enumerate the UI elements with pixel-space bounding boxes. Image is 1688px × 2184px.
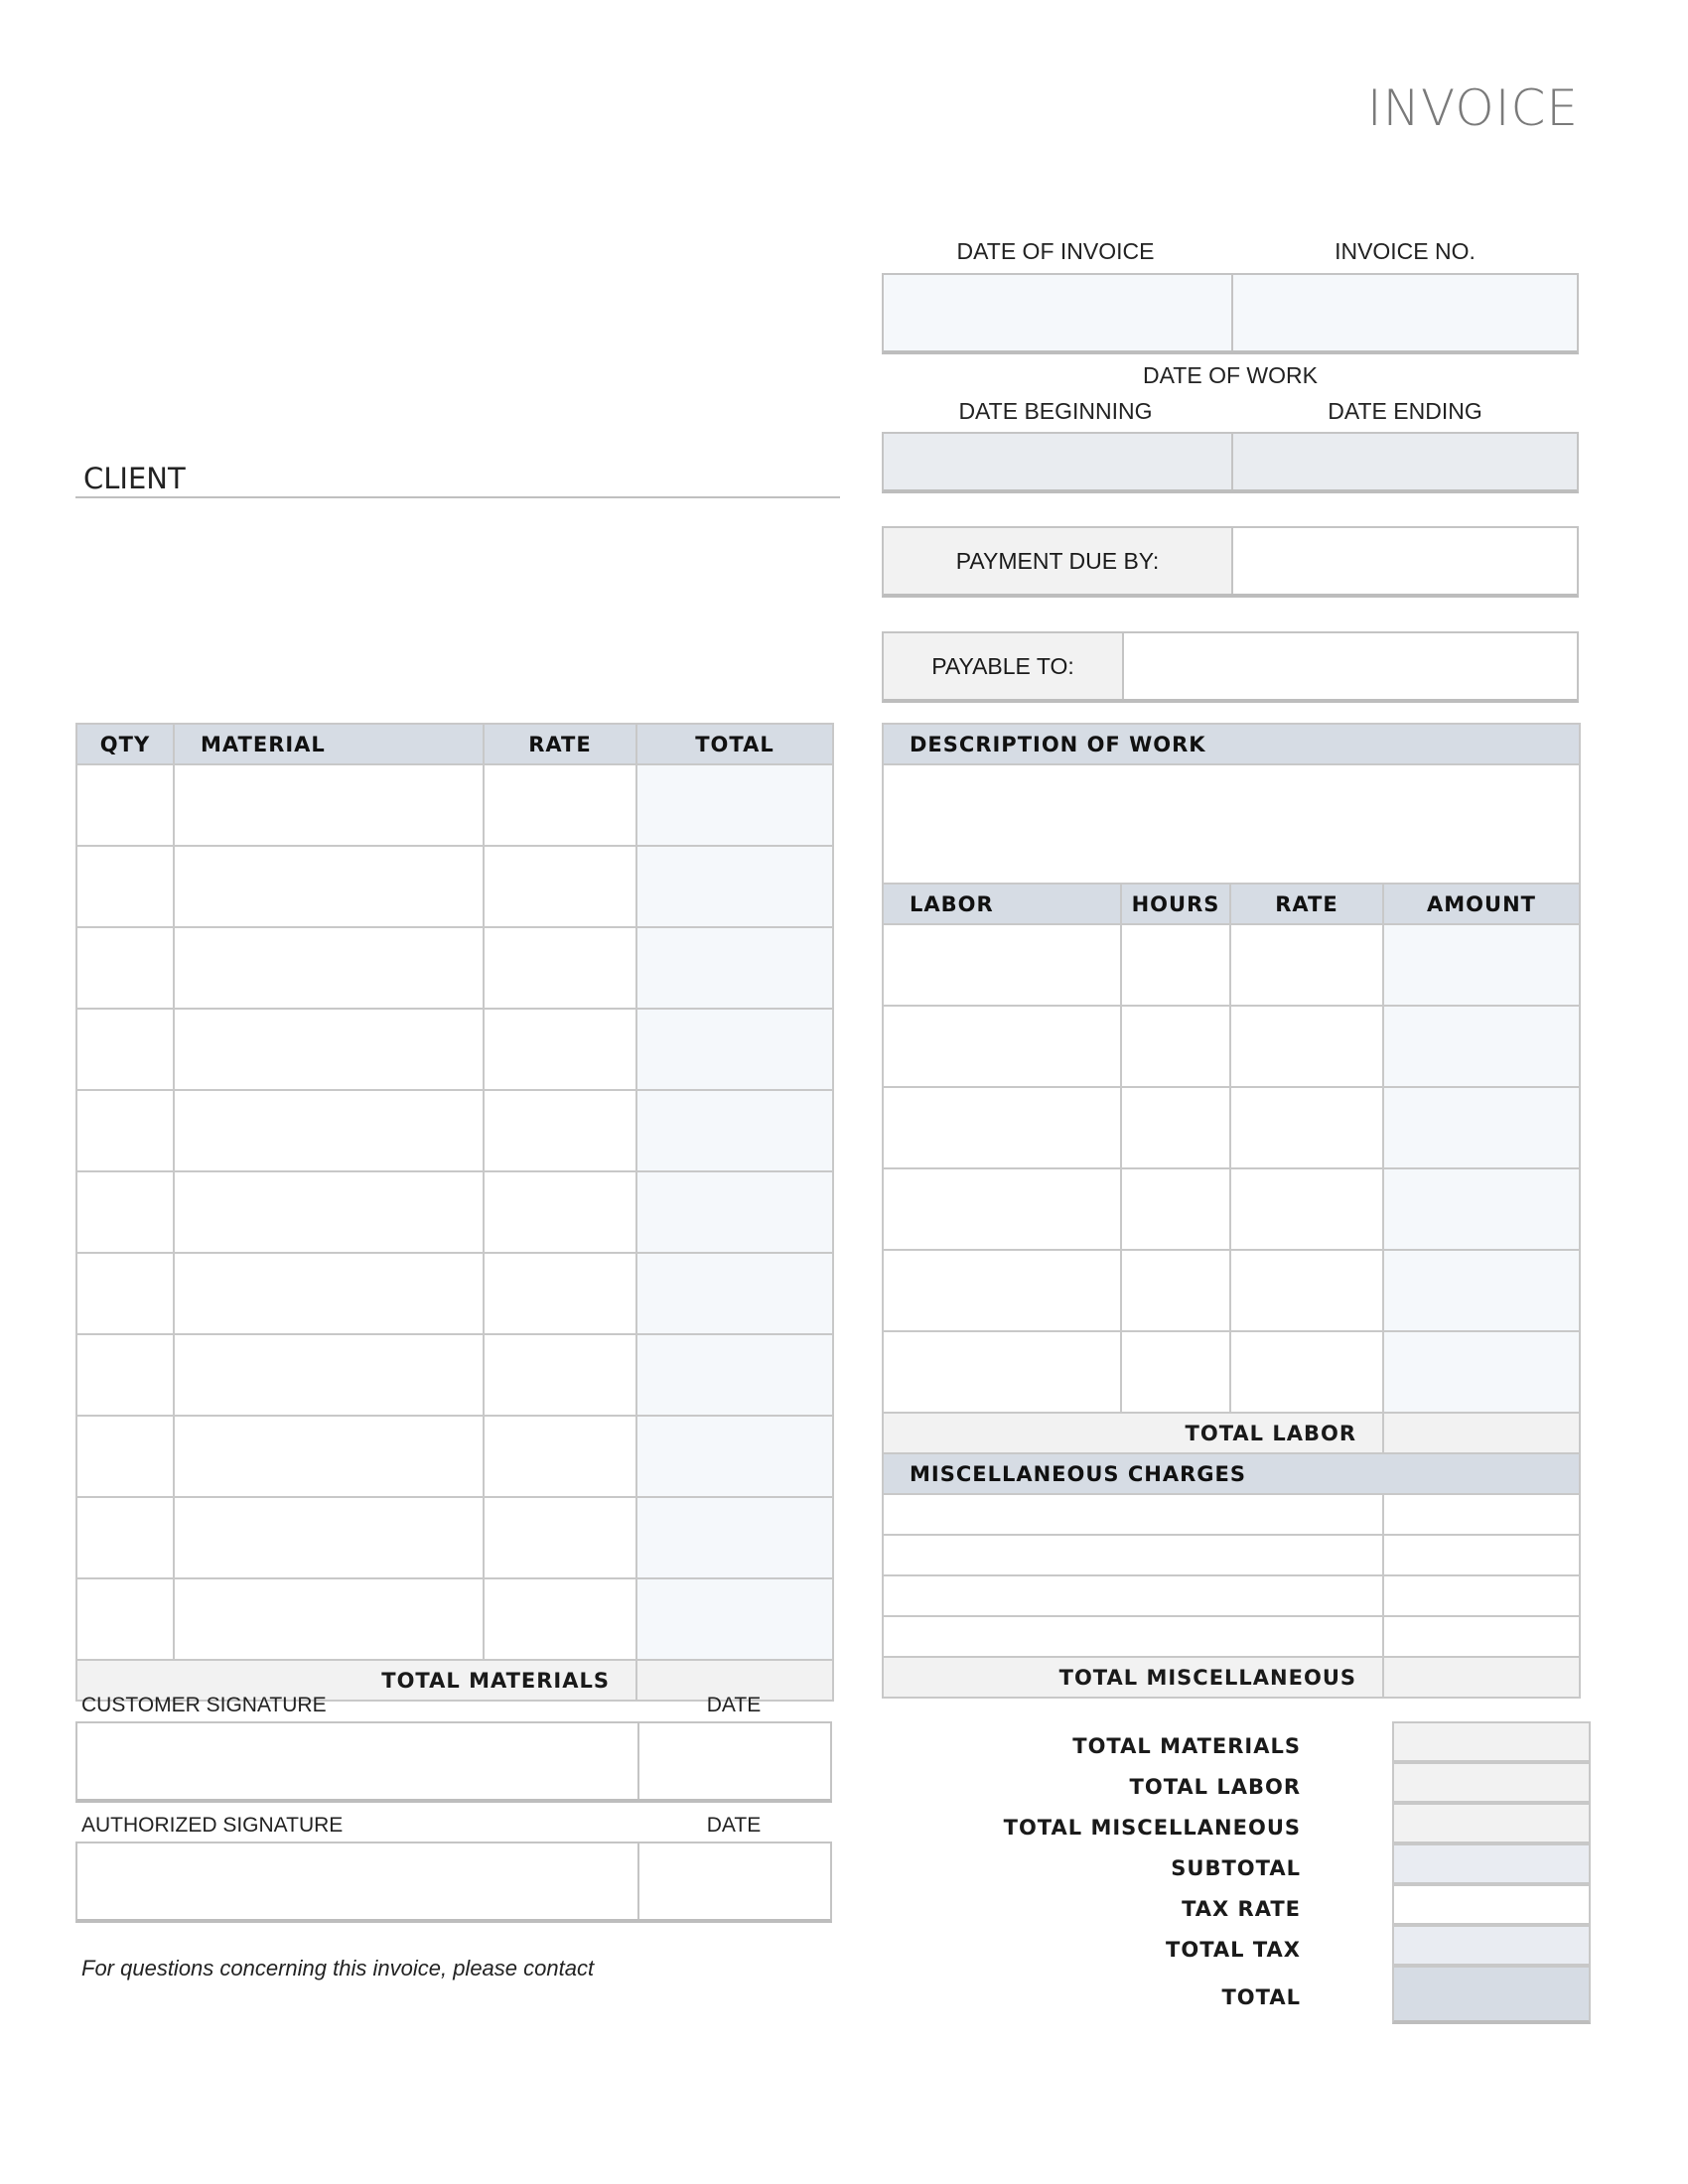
total-cell[interactable]	[636, 1497, 833, 1578]
labor-rate-cell[interactable]	[1230, 1006, 1383, 1087]
authorized-signature-box	[75, 1842, 832, 1923]
contact-note: For questions concerning this invoice, please contact	[81, 1956, 595, 1980]
description-of-work-header: DESCRIPTION OF WORK	[883, 724, 1580, 764]
total-cell[interactable]	[636, 1416, 833, 1497]
labor-cell[interactable]	[883, 1331, 1121, 1413]
material-cell[interactable]	[174, 764, 484, 846]
date-ending-label: DATE ENDING	[1328, 398, 1482, 424]
summary-total-tax-label: TOTAL TAX	[1166, 1938, 1301, 1962]
qty-cell[interactable]	[76, 1253, 174, 1334]
qty-cell[interactable]	[76, 1578, 174, 1660]
labor-rate-cell[interactable]	[1230, 1250, 1383, 1331]
total-labor-value[interactable]	[1383, 1413, 1580, 1453]
material-cell[interactable]	[174, 1090, 484, 1171]
customer-signature-box	[75, 1721, 832, 1803]
total-cell[interactable]	[636, 927, 833, 1009]
material-row	[76, 1334, 833, 1416]
rate-cell[interactable]	[484, 846, 636, 927]
material-cell[interactable]	[174, 1253, 484, 1334]
summary-total-labor-label: TOTAL LABOR	[1129, 1775, 1301, 1799]
qty-cell[interactable]	[76, 1497, 174, 1578]
summary-tax-rate-label: TAX RATE	[1182, 1897, 1301, 1921]
material-row	[76, 1009, 833, 1090]
qty-cell[interactable]	[76, 1090, 174, 1171]
payable-to-field[interactable]	[1122, 633, 1579, 699]
hours-header: HOURS	[1121, 884, 1230, 924]
qty-cell[interactable]	[76, 764, 174, 846]
amount-cell[interactable]	[1383, 1006, 1580, 1087]
amount-cell[interactable]	[1383, 924, 1580, 1006]
qty-cell[interactable]	[76, 1334, 174, 1416]
payable-to-label: PAYABLE TO:	[884, 633, 1122, 699]
material-cell[interactable]	[174, 1416, 484, 1497]
description-of-work-field[interactable]	[883, 764, 1580, 884]
material-row	[76, 1578, 833, 1660]
qty-cell[interactable]	[76, 927, 174, 1009]
total-cell[interactable]	[636, 1334, 833, 1416]
labor-row	[883, 1250, 1580, 1331]
summary-subtotal-field[interactable]	[1392, 1843, 1591, 1884]
total-cell[interactable]	[636, 1009, 833, 1090]
material-row	[76, 1171, 833, 1253]
amount-cell[interactable]	[1383, 1087, 1580, 1168]
summary-total-field[interactable]	[1392, 1966, 1591, 2024]
labor-row	[883, 1168, 1580, 1250]
customer-signature-label: CUSTOMER SIGNATURE	[81, 1694, 327, 1716]
summary-total-label: TOTAL	[1221, 1985, 1301, 2009]
amount-cell[interactable]	[1383, 1331, 1580, 1413]
client-label: CLIENT	[83, 462, 186, 495]
material-row	[76, 927, 833, 1009]
date-beginning-label: DATE BEGINNING	[958, 398, 1153, 424]
qty-cell[interactable]	[76, 1171, 174, 1253]
material-cell[interactable]	[174, 1578, 484, 1660]
summary-total-materials-field[interactable]	[1392, 1721, 1591, 1762]
qty-cell[interactable]	[76, 1416, 174, 1497]
misc-description-cell[interactable]	[883, 1575, 1383, 1616]
authorized-date-field[interactable]	[637, 1843, 830, 1919]
misc-amount-cell[interactable]	[1383, 1535, 1580, 1575]
labor-rate-cell[interactable]	[1230, 1168, 1383, 1250]
invoice-no-label: INVOICE NO.	[1335, 238, 1476, 264]
labor-row	[883, 1087, 1580, 1168]
summary-total-misc-field[interactable]	[1392, 1803, 1591, 1843]
material-header: MATERIAL	[174, 724, 484, 764]
hours-cell[interactable]	[1121, 1250, 1230, 1331]
rate-cell[interactable]	[484, 1009, 636, 1090]
total-cell[interactable]	[636, 1171, 833, 1253]
rate-header: RATE	[484, 724, 636, 764]
qty-cell[interactable]	[76, 1009, 174, 1090]
misc-row	[883, 1575, 1580, 1616]
rate-cell[interactable]	[484, 1090, 636, 1171]
customer-signature-field[interactable]	[77, 1723, 637, 1799]
summary-total-misc-label: TOTAL MISCELLANEOUS	[1003, 1816, 1301, 1840]
summary-tax-rate-field[interactable]	[1392, 1884, 1591, 1925]
material-cell[interactable]	[174, 1497, 484, 1578]
payable-to-box	[882, 631, 1579, 703]
date-of-invoice-label: DATE OF INVOICE	[956, 238, 1155, 264]
labor-rate-header: RATE	[1230, 884, 1383, 924]
hours-cell[interactable]	[1121, 1331, 1230, 1413]
authorized-signature-label: AUTHORIZED SIGNATURE	[81, 1814, 344, 1837]
qty-cell[interactable]	[76, 846, 174, 927]
qty-header: QTY	[76, 724, 174, 764]
total-cell[interactable]	[636, 1578, 833, 1660]
authorized-date-label: DATE	[706, 1814, 762, 1837]
invoice-info-box	[882, 273, 1579, 354]
material-row	[76, 1090, 833, 1171]
misc-row	[883, 1494, 1580, 1535]
amount-header: AMOUNT	[1383, 884, 1580, 924]
date-of-invoice-field[interactable]	[884, 275, 1231, 350]
misc-description-cell[interactable]	[883, 1535, 1383, 1575]
total-cell[interactable]	[636, 846, 833, 927]
material-cell[interactable]	[174, 846, 484, 927]
misc-amount-cell[interactable]	[1383, 1575, 1580, 1616]
amount-cell[interactable]	[1383, 1168, 1580, 1250]
labor-rate-cell[interactable]	[1230, 924, 1383, 1006]
payment-due-by-label: PAYMENT DUE BY:	[884, 528, 1231, 594]
work-table	[882, 723, 1581, 1699]
misc-amount-cell[interactable]	[1383, 1494, 1580, 1535]
rate-cell[interactable]	[484, 1416, 636, 1497]
hours-cell[interactable]	[1121, 924, 1230, 1006]
summary-subtotal-label: SUBTOTAL	[1171, 1856, 1301, 1880]
rate-cell[interactable]	[484, 1497, 636, 1578]
rate-cell[interactable]	[484, 764, 636, 846]
invoice-no-field[interactable]	[1231, 275, 1579, 350]
labor-rate-cell[interactable]	[1230, 1331, 1383, 1413]
labor-cell[interactable]	[883, 1006, 1121, 1087]
misc-row	[883, 1616, 1580, 1657]
rate-cell[interactable]	[484, 1578, 636, 1660]
amount-cell[interactable]	[1383, 1250, 1580, 1331]
total-cell[interactable]	[636, 1253, 833, 1334]
total-cell[interactable]	[636, 764, 833, 846]
material-row	[76, 1416, 833, 1497]
date-ending-field[interactable]	[1231, 434, 1579, 489]
invoice-title: INVOICE	[1366, 79, 1579, 137]
date-beginning-field[interactable]	[884, 434, 1231, 489]
labor-row	[883, 1331, 1580, 1413]
material-cell[interactable]	[174, 1171, 484, 1253]
total-cell[interactable]	[636, 1090, 833, 1171]
material-row	[76, 846, 833, 927]
material-row	[76, 1253, 833, 1334]
labor-row	[883, 924, 1580, 1006]
customer-date-field[interactable]	[637, 1723, 830, 1799]
material-row	[76, 1497, 833, 1578]
labor-row	[883, 1006, 1580, 1087]
labor-cell[interactable]	[883, 1250, 1121, 1331]
total-labor-label: TOTAL LABOR	[883, 1413, 1383, 1453]
total-misc-value[interactable]	[1383, 1657, 1580, 1698]
rate-cell[interactable]	[484, 1171, 636, 1253]
materials-table	[75, 723, 834, 1702]
misc-description-cell[interactable]	[883, 1494, 1383, 1535]
client-underline	[75, 496, 840, 498]
misc-description-cell[interactable]	[883, 1616, 1383, 1657]
payment-due-by-field[interactable]	[1231, 528, 1579, 594]
summary-total-tax-field[interactable]	[1392, 1925, 1591, 1966]
misc-amount-cell[interactable]	[1383, 1616, 1580, 1657]
summary-total-materials-label: TOTAL MATERIALS	[1072, 1734, 1301, 1758]
material-row	[76, 764, 833, 846]
authorized-signature-field[interactable]	[77, 1843, 637, 1919]
labor-rate-cell[interactable]	[1230, 1087, 1383, 1168]
rate-cell[interactable]	[484, 1253, 636, 1334]
summary-total-labor-field[interactable]	[1392, 1762, 1591, 1803]
payment-due-box	[882, 526, 1579, 598]
material-cell[interactable]	[174, 927, 484, 1009]
date-of-work-box	[882, 432, 1579, 493]
rate-cell[interactable]	[484, 1334, 636, 1416]
material-cell[interactable]	[174, 1334, 484, 1416]
rate-cell[interactable]	[484, 927, 636, 1009]
hours-cell[interactable]	[1121, 1006, 1230, 1087]
total-misc-label: TOTAL MISCELLANEOUS	[883, 1657, 1383, 1698]
labor-cell[interactable]	[883, 1168, 1121, 1250]
misc-row	[883, 1535, 1580, 1575]
misc-charges-header: MISCELLANEOUS CHARGES	[883, 1453, 1580, 1494]
date-of-work-label: DATE OF WORK	[1143, 362, 1318, 388]
labor-cell[interactable]	[883, 924, 1121, 1006]
labor-cell[interactable]	[883, 1087, 1121, 1168]
labor-header: LABOR	[883, 884, 1121, 924]
total-header: TOTAL	[636, 724, 833, 764]
material-cell[interactable]	[174, 1009, 484, 1090]
hours-cell[interactable]	[1121, 1087, 1230, 1168]
customer-date-label: DATE	[706, 1694, 762, 1716]
hours-cell[interactable]	[1121, 1168, 1230, 1250]
total-materials-label: TOTAL MATERIALS	[76, 1660, 636, 1701]
